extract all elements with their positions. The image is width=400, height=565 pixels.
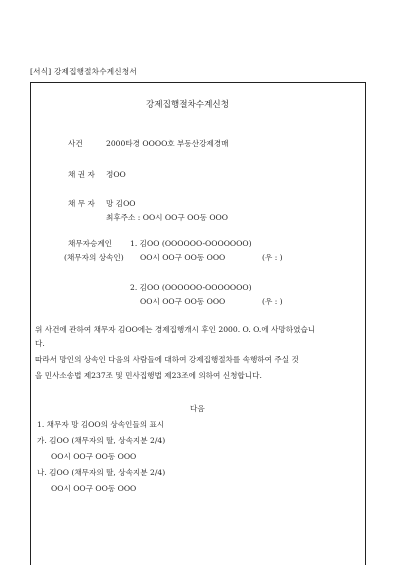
debtor-name: 망 김OO [106, 199, 136, 208]
successor-1-address: OO시 OO구 OO동 OOO [140, 253, 226, 262]
body-line-2: 다. [35, 339, 45, 348]
successor-1-postal: (우 : ) [262, 253, 283, 262]
successor-1-name: 1. 김OO (OOOOOO-OOOOOOO) [130, 239, 252, 248]
successor-label-line2: (채무자의 상속인) [64, 253, 124, 262]
debtor-last-address: 최후주소 : OO시 OO구 OO동 OOO [106, 213, 229, 222]
case-label: 사건 [68, 139, 83, 148]
list-item-1-address: OO시 OO구 OO동 OOO [51, 452, 137, 461]
successor-2-address: OO시 OO구 OO동 OOO [140, 297, 226, 306]
document-title: 강제집행절차수계신청 [146, 100, 230, 110]
list-item-2-address: OO시 OO구 OO동 OOO [51, 484, 137, 493]
list-heading: 1. 채무자 망 김OO의 상속인들의 표시 [37, 420, 165, 429]
body-line-1: 위 사건에 관하여 채무자 김OO에는 경제집행개시 후인 2000. O. O.에 사망하였습니 [35, 325, 316, 334]
creditor-label: 채 권 자 [68, 170, 95, 179]
successor-2-postal: (우 : ) [262, 297, 283, 306]
successor-label-line1: 채무자승계인 [68, 239, 113, 248]
creditor-value: 정OO [106, 170, 126, 179]
next-heading: 다음 [190, 404, 205, 413]
list-item-1-name: 가. 김OO (채무자의 딸, 상속지분 2/4) [37, 436, 166, 445]
body-line-4: 을 민사소송법 제237조 및 민사집행법 제23조에 의하여 신청합니다. [35, 371, 262, 380]
debtor-label: 채 무 자 [68, 199, 95, 208]
body-line-3: 따라서 망인의 상속인 다음의 사람들에 대하여 강제집행절차를 속행하여 주실 것 [35, 355, 299, 364]
case-value: 2000타경 OOOO호 부동산강제경매 [106, 139, 229, 148]
form-label: [서식] 강제집행절차수계신청서 [30, 67, 137, 76]
list-item-2-name: 나. 김OO (채무자의 딸, 상속지분 2/4) [37, 468, 166, 477]
successor-2-name: 2. 김OO (OOOOOO-OOOOOOO) [130, 283, 252, 292]
